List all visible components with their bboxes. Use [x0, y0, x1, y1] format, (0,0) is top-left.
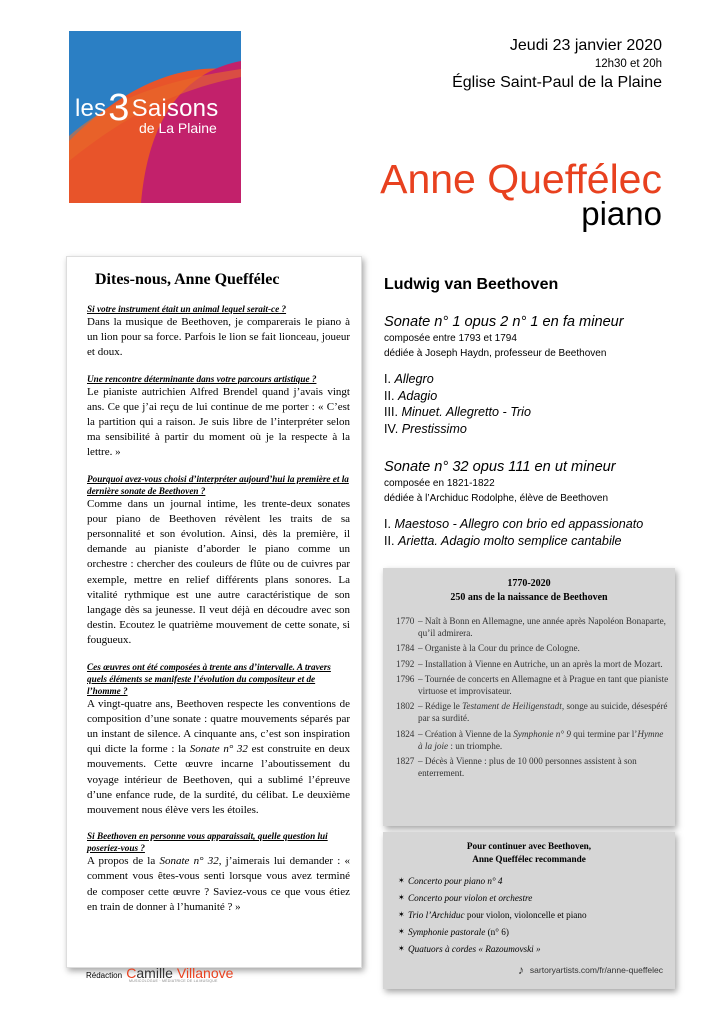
event-text: [418, 728, 669, 752]
work-dedication: dédiée à Joseph Haydn, professeur de Beethoven: [384, 347, 607, 359]
interview-question: Si Beethoven en personne vous apparaissait, quelle question lui poseriez-vous ?: [87, 831, 328, 854]
movement-list: [384, 516, 674, 549]
interview-item: [87, 661, 350, 819]
recommendation-work: Quatuors à cordes « Razoumovski »: [408, 944, 541, 954]
timeline-event: [383, 658, 675, 670]
composer-name: Ludwig van Beethoven: [384, 276, 559, 293]
sig-initial: C: [126, 965, 137, 981]
interview-question: Si votre instrument était un animal lequel serait-ce ?: [87, 304, 287, 314]
event-text: – Décès à Vienne : plus de 10 000 personnes assistent à son enterrement.: [418, 756, 637, 779]
artist-name: Anne Queffélec: [380, 156, 662, 202]
work-composed: composée entre 1793 et 1794: [384, 333, 517, 344]
interview-item: [87, 830, 350, 915]
movement-item: [384, 371, 674, 388]
movement-item: [384, 404, 674, 421]
movement-item: [384, 516, 674, 533]
logo-les: les: [75, 95, 107, 122]
event-text: – Organiste à la Cour du prince de Cologne.: [418, 643, 580, 654]
editorial-credit: [86, 965, 233, 983]
recommendation-item: [398, 875, 675, 887]
movement-number: IV.: [384, 421, 399, 436]
timeline-box: [383, 568, 675, 826]
work-title: Sonate n° 1 opus 2 n° 1 en fa mineur: [384, 314, 624, 330]
answer-text: , j’aimerais lui demander : « comment vous êtes-vous senti lorsque vous avez terminé de composer cette œuvre ? Saviez-vous ce que vous étiez en train de donner à l’humanité ? »: [87, 855, 351, 913]
timeline-event: [383, 615, 675, 639]
event-text-italic: Symphonie n° 9: [513, 728, 571, 739]
credit-label: Rédaction: [86, 971, 123, 980]
event-text-italic: Testament de Heiligenstadt: [462, 701, 562, 712]
recommendations-title: [383, 840, 675, 865]
answer-text: A vingt-quatre ans, Beethoven respecte les conventions de composition d’une sonate : quatre mouvements séparés par un instant de silence. A cinquante ans, c’est son inspiration qui dicte la forme : la: [87, 697, 350, 756]
recommendation-work: Concerto pour violon et orchestre: [408, 893, 533, 903]
website-link[interactable]: [518, 963, 663, 977]
event-date: Jeudi 23 janvier 2020: [509, 37, 662, 54]
work-block: [384, 312, 674, 437]
event-year: 1796: [396, 673, 415, 684]
recommendation-detail: (n° 6): [485, 927, 509, 937]
event-text-part: , songe au suicide, désespéré par sa surdité.: [418, 701, 668, 724]
recommendation-work: Symphonie pastorale: [408, 927, 486, 937]
timeline-event: [383, 673, 675, 697]
recommendation-work: Concerto pour piano n° 4: [408, 876, 503, 886]
bullet-star-icon: ✶: [398, 910, 405, 919]
movement-number: II.: [384, 533, 395, 548]
interview-question: Ces œuvres ont été composées à trente ans d’intervalle. A travers quels éléments se manifeste l’évolution du compositeur et de l’homme ?: [87, 661, 331, 696]
work-title: Sonate n° 32 opus 111 en ut mineur: [384, 459, 616, 475]
movement-name: Arietta. Adagio molto semplice cantabile: [398, 533, 622, 548]
movement-number: II.: [384, 388, 395, 403]
event-text: – Naît à Bonn en Allemagne, une année après Napoléon Bonaparte, qu’il admirera.: [418, 616, 666, 639]
event-year: 1770: [396, 616, 415, 626]
movement-item: [384, 388, 674, 405]
recommendation-item: [398, 892, 675, 904]
interview-answer: [87, 697, 350, 819]
event-times: 12h30 et 20h: [594, 58, 662, 70]
movement-number: I.: [384, 517, 391, 531]
bullet-star-icon: ✶: [398, 944, 405, 953]
answer-work-title: Sonate n° 32: [159, 855, 219, 868]
event-text-part: : un triomphe.: [448, 740, 503, 751]
work-block: [384, 457, 674, 549]
interview-answer: Comme dans un journal intime, les trente-deux sonates pour piano de Beethoven révèlent les traits de sa personnalité et son évolution. Ainsi, dès la première, il demande au pianiste d’aborder le piano comme un orchestre : chercher des couleurs de flûte ou de cuivres par exemple, mettre en relief différents plans sonores. La vitalité rythmique est une autre caractéristique de son langage dès sa jeunesse. Il veut déjà en découdre avec son destin. Ecoutez le quatrième mouvement de cette sonate, si fougueux.: [87, 497, 350, 647]
answer-text: est construite en deux mouvements. Cette œuvre incarne l’aboutissement du voyage intérieur de Beethoven, qui a sublimé l’épreuve d’une enfance rude, de la surdité, du célibat. Le deuxième mouvement nous élève vers les étoiles.: [87, 743, 350, 817]
logo-subtitle: de La Plaine: [139, 120, 217, 136]
interview-title: Dites-nous, Anne Queffélec: [95, 271, 280, 288]
event-text-italic: Hymne à la joie: [418, 728, 664, 751]
recommendation-item: [398, 943, 675, 955]
recommendations-box: [383, 832, 675, 989]
event-year: 1802: [396, 701, 415, 712]
movement-name: Allegro: [394, 372, 434, 386]
event-year: 1824: [396, 728, 415, 739]
logo-saisons: Saisons: [131, 95, 219, 122]
movement-name: Prestissimo: [401, 421, 467, 436]
logo-number: 3: [108, 87, 130, 129]
timeline-title: 250 ans de la naissance de Beethoven: [450, 592, 608, 603]
interview-item: [87, 303, 350, 361]
bullet-star-icon: ✶: [398, 927, 405, 936]
program: [384, 274, 674, 549]
sig-last: Villanove: [176, 965, 234, 981]
timeline-event: [383, 700, 675, 724]
event-year: 1827: [396, 756, 415, 767]
movement-number: I.: [384, 372, 391, 386]
interview-box: [66, 256, 362, 968]
recommendation-detail: pour violon, violoncelle et piano: [464, 910, 587, 920]
event-info: [452, 36, 662, 94]
recommendations-title-line: Anne Queffélec recommande: [472, 853, 586, 864]
interview-answer: Dans la musique de Beethoven, je comparerais le piano à un lion pour sa force. Parfois le lion se fait lionceau, joueur et doux.: [87, 316, 350, 359]
logo-wordmark: [75, 83, 218, 136]
event-text-part: – Création à Vienne de la: [418, 728, 514, 739]
interview-answer: Le pianiste autrichien Alfred Brendel quand j’avais vingt ans. Ce que j’ai reçu de lui continue de me porter : « C’est la partition qui a raison. Je suis libre de l’interpréter selon ma sensibilité à partir du moment où je la respecte à la lettre. »: [87, 385, 350, 459]
music-note-icon: ♪: [517, 963, 524, 977]
timeline-event: [383, 755, 675, 779]
recommendation-list: [383, 875, 675, 955]
interview-item: [87, 373, 350, 461]
website-url[interactable]: sartoryartists.com/fr/anne-queffelec: [529, 965, 663, 975]
recommendation-work: Trio l’Archiduc: [408, 910, 465, 920]
event-text-part: – Rédige le: [418, 701, 463, 712]
work-dedication: dédiée à l’Archiduc Rodolphe, élève de Beethoven: [384, 492, 609, 504]
movement-name: Maestoso - Allegro con brio ed appassionato: [394, 517, 644, 531]
answer-text: A propos de la: [87, 855, 160, 868]
event-text-part: qui termine par l’: [570, 728, 638, 739]
movement-list: [384, 371, 674, 437]
recommendations-title-line: Pour continuer avec Beethoven,: [466, 841, 592, 851]
bullet-star-icon: ✶: [398, 876, 405, 885]
movement-name: Adagio: [398, 388, 438, 403]
festival-logo: [69, 31, 241, 203]
timeline-event: [383, 728, 675, 752]
event-text: – Installation à Vienne en Autriche, un an après la mort de Mozart.: [418, 658, 663, 669]
movement-item: [384, 421, 674, 438]
interview-question: Pourquoi avez-vous choisi d’interpréter aujourd’hui la première et la dernière sonate de Beethoven ?: [87, 473, 349, 496]
interview-answer: [87, 854, 350, 915]
interview-question: Une rencontre déterminante dans votre parcours artistique ?: [87, 373, 317, 384]
movement-name: Minuet. Allegretto - Trio: [401, 405, 531, 419]
recommendation-item: [398, 909, 675, 921]
timeline-event: [383, 642, 675, 654]
artist-instrument: piano: [581, 195, 662, 232]
event-venue: Église Saint-Paul de la Plaine: [452, 74, 662, 91]
event-text: [418, 700, 669, 724]
recommendation-item: [398, 926, 675, 938]
event-year: 1784: [396, 643, 415, 654]
movement-item: [384, 533, 674, 550]
author-tagline: MUSICOLOGUE · MÉDIATRICE DE LA MUSIQUE: [129, 979, 218, 983]
timeline-years: 1770-2020: [507, 578, 551, 589]
event-text: – Tournée de concerts en Allemagne et à Prague en tant que pianiste virtuose et improvisateur.: [418, 673, 669, 697]
bullet-star-icon: ✶: [398, 893, 405, 902]
sig-first: amille: [136, 965, 173, 981]
work-composed: composée en 1821-1822: [384, 478, 495, 489]
movement-number: III.: [384, 405, 398, 419]
interview-item: [87, 473, 350, 649]
event-year: 1792: [396, 658, 415, 669]
answer-work-title: Sonate n° 32: [189, 743, 248, 756]
